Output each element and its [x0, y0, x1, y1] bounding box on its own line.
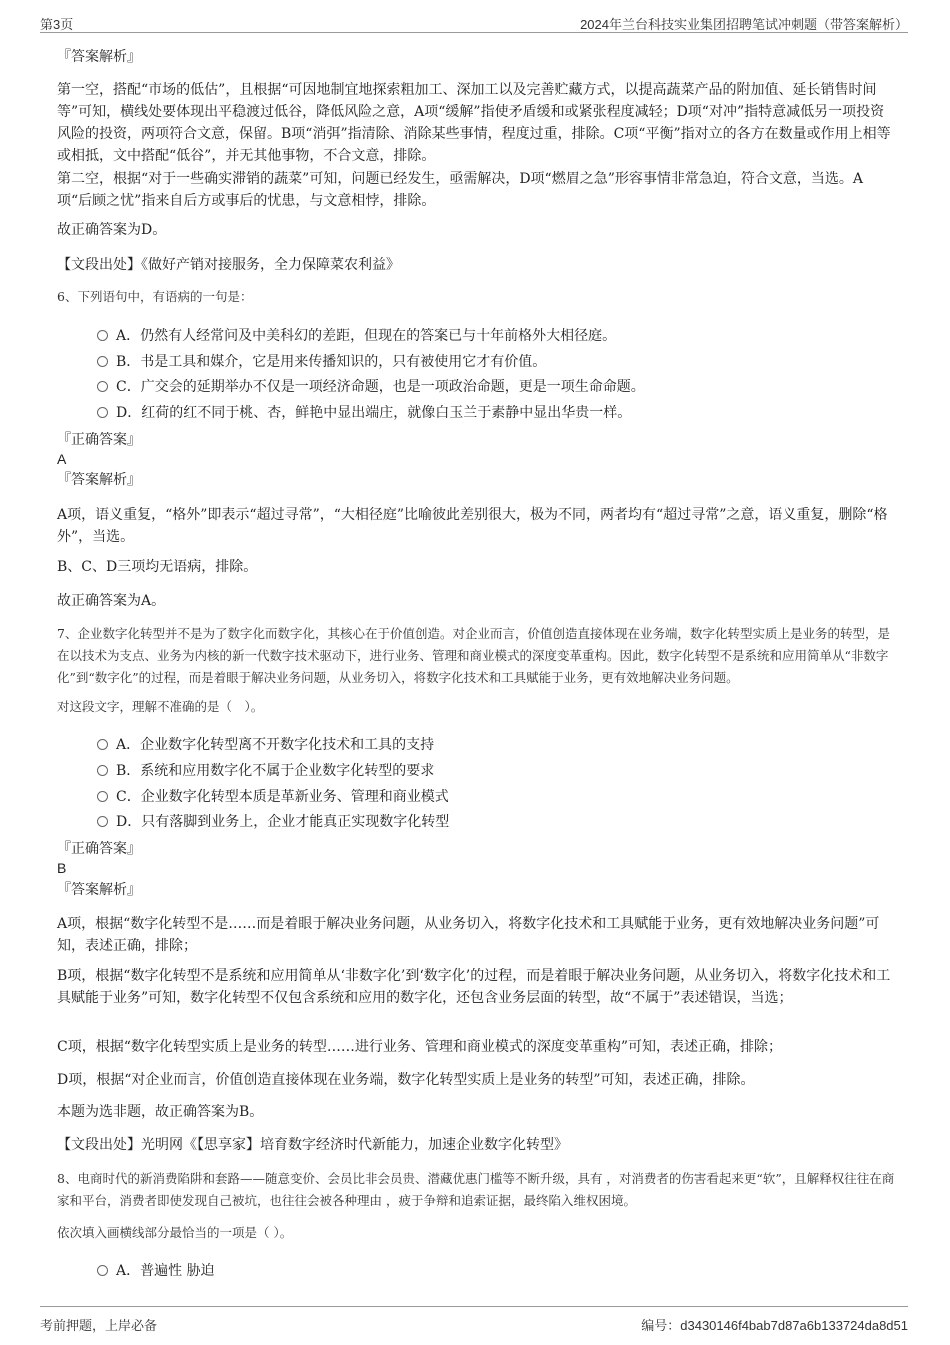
- source-citation: 【文段出处】光明网《【思享家】培育数字经济时代新能力，加速企业数字化转型》: [57, 1137, 568, 1153]
- document-code: 编号：d3430146f4bab7d87a6b133724da8d51: [641, 1318, 908, 1333]
- analysis-paragraph: A项，语义重复，“格外”即表示“超过寻常”，“大相径庭”比喻彼此差别很大，极为不同，两者均有“超过寻常”之意，语义重复，删除“格外”，当选。: [57, 507, 888, 545]
- analysis-paragraph: B、C、D三项均无语病，排除。: [57, 559, 258, 575]
- radio-icon[interactable]: [97, 1265, 108, 1276]
- radio-icon[interactable]: [97, 381, 108, 392]
- option-a[interactable]: A．普遍性 胁迫: [97, 1262, 215, 1280]
- page-number: 第3页: [40, 17, 74, 32]
- radio-icon[interactable]: [97, 791, 108, 802]
- conclusion: 故正确答案为A。: [57, 593, 166, 609]
- analysis-label: 『答案解析』: [57, 882, 141, 898]
- page-header: [40, 8, 908, 33]
- analysis-paragraph: 第一空，搭配“市场的低估”，且根据“可因地制宜地探索粗加工、深加工以及完善贮藏方式，以提高蔬菜产品的附加值、延长销售时间等”可知，横线处要体现出平稳渡过低谷，降低风险之意，A项“缓解”指使矛盾缓和或紧张程度减轻；D项“对冲”指特意减低另一项投资风险的投资，两项符合文意，保留。B项“消弭”指清除、消除某些事情，程度过重，排除。C项“平衡”指对立的各方在数量或作用上相等或相抵，文中搭配“低谷”，并无其他事物，不合文意，排除。: [57, 82, 891, 164]
- analysis-paragraph: C项，根据“数字化转型实质上是业务的转型……进行业务、管理和商业模式的深度变革重构”可知，表述正确，排除；: [57, 1039, 783, 1055]
- option-c[interactable]: C．企业数字化转型本质是革新业务、管理和商业模式: [97, 788, 449, 806]
- option-d[interactable]: D．只有落脚到业务上，企业才能真正实现数字化转型: [97, 813, 449, 831]
- footer-slogan: 考前押题，上岸必备: [40, 1318, 158, 1333]
- analysis-paragraph: B项，根据“数字化转型不是系统和应用简单从‘非数字化’到‘数字化’的过程，而是着眼于解决业务问题，从业务切入，将数字化技术和工具赋能于业务”可知，数字化转型不仅包含系统和应用的数字化，还包含业务层面的转型，故“不属于”表述错误，当选；: [57, 968, 891, 1006]
- question-stem: 对这段文字，理解不准确的是（ ）。: [57, 699, 264, 714]
- analysis-paragraph: 第二空，根据“对于一些确实滞销的蔬菜”可知，问题已经发生，亟需解决，D项“燃眉之急”形容事情非常急迫，符合文意，当选。A项“后顾之忧”指来自后方或事后的忧患，与文意相悖，排除。: [57, 171, 863, 209]
- radio-icon[interactable]: [97, 407, 108, 418]
- conclusion: 故正确答案为D。: [57, 222, 167, 238]
- option-b[interactable]: B．系统和应用数字化不属于企业数字化转型的要求: [97, 762, 434, 780]
- option-b[interactable]: B．书是工具和媒介，它是用来传播知识的，只有被使用它才有价值。: [97, 353, 546, 371]
- question-stem: 6、下列语句中，有语病的一句是：: [57, 289, 253, 304]
- radio-icon[interactable]: [97, 765, 108, 776]
- question-stem: 依次填入画横线部分最恰当的一项是（ ）。: [57, 1225, 293, 1240]
- correct-answer-label: 『正确答案』: [57, 841, 141, 857]
- page-footer: [40, 1306, 908, 1333]
- option-a[interactable]: A．企业数字化转型离不开数字化技术和工具的支持: [97, 736, 434, 754]
- document-title: 2024年兰台科技实业集团招聘笔试冲刺题（带答案解析）: [580, 17, 908, 32]
- analysis-label: 『答案解析』: [57, 49, 141, 65]
- analysis-label: 『答案解析』: [57, 472, 141, 488]
- correct-answer: B: [57, 860, 67, 876]
- analysis-paragraph: D项，根据“对企业而言，价值创造直接体现在业务端，数字化转型实质上是业务的转型”可知，表述正确，排除。: [57, 1072, 755, 1088]
- radio-icon[interactable]: [97, 330, 108, 341]
- radio-icon[interactable]: [97, 816, 108, 827]
- correct-answer: A: [57, 451, 67, 467]
- radio-icon[interactable]: [97, 356, 108, 367]
- option-a[interactable]: A．仍然有人经常问及中美科幻的差距，但现在的答案已与十年前格外大相径庭。: [97, 327, 616, 345]
- question-passage: 8、电商时代的新消费陷阱和套路——随意变价、会员比非会员贵、潜藏优惠门槛等不断升级，具有 ，对消费者的伤害看起来更“软”，且解释权往往在商家和平台，消费者即使发现自己被坑，也往往会被各种理由 ，疲于争辩和追索证据，最终陷入维权困境。: [57, 1171, 895, 1208]
- analysis-paragraph: A项，根据“数字化转型不是……而是着眼于解决业务问题，从业务切入，将数字化技术和工具赋能于业务，更有效地解决业务问题”可知，表述正确，排除；: [57, 916, 880, 954]
- option-d[interactable]: D．红荷的红不同于桃、杏，鲜艳中显出端庄，就像白玉兰于素静中显出华贵一样。: [97, 404, 631, 422]
- correct-answer-label: 『正确答案』: [57, 432, 141, 448]
- option-c[interactable]: C．广交会的延期举办不仅是一项经济命题，也是一项政治命题，更是一项生命命题。: [97, 378, 645, 396]
- source-citation: 【文段出处】《做好产销对接服务，全力保障菜农利益》: [57, 257, 400, 273]
- radio-icon[interactable]: [97, 739, 108, 750]
- question-passage: 7、企业数字化转型并不是为了数字化而数字化，其核心在于价值创造。对企业而言，价值创造直接体现在业务端，数字化转型实质上是业务的转型，是在以技术为支点、业务为内核的新一代数字技术驱动下，进行业务、管理和商业模式的深度变革重构。因此，数字化转型不是系统和应用简单从“非数字化”到“数字化”的过程，而是着眼于解决业务问题，从业务切入，将数字化技术和工具赋能于业务，更有效地解决业务问题。: [57, 626, 890, 685]
- conclusion: 本题为选非题，故正确答案为B。: [57, 1104, 264, 1120]
